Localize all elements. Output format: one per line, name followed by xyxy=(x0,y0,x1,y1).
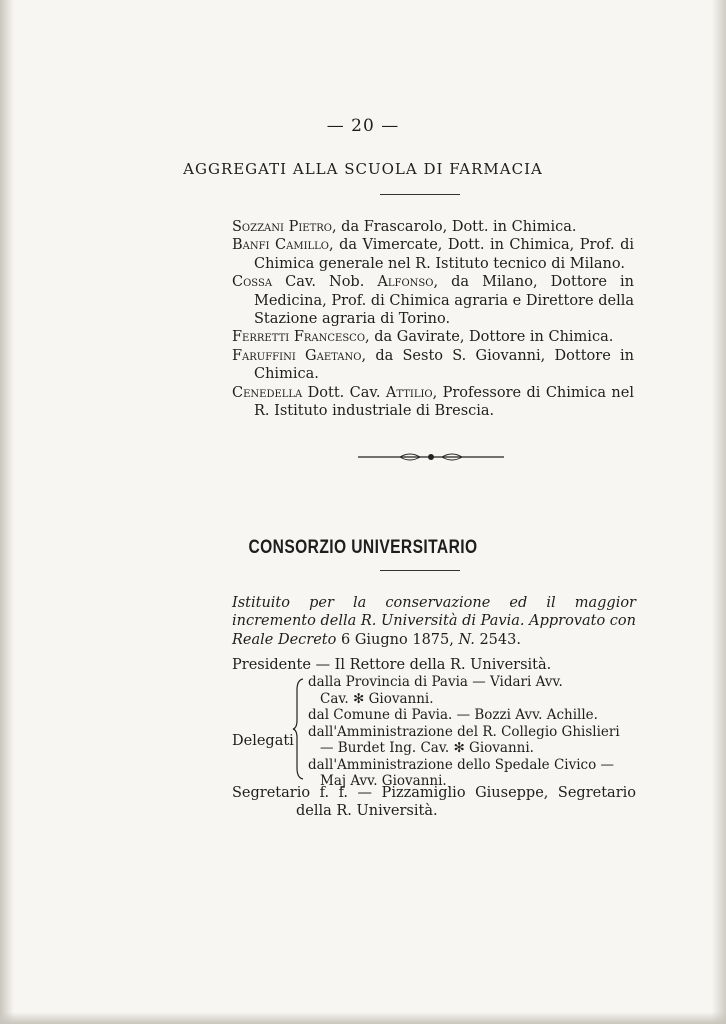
consorzio-description: Istituito per la conservazione ed il maggior incremento della R. Università di Pavia. Approvato con Reale Decreto 6 Giugno 1875, N. 2543. xyxy=(232,595,636,648)
delegati-list xyxy=(308,674,638,790)
title-rule xyxy=(380,194,460,195)
presidente-line: Presidente — Il Rettore della R. Università. xyxy=(232,657,552,673)
list-item: Faruffini Gaetano, da Sesto S. Giovanni, Dottore in Chimica. xyxy=(232,347,635,383)
list-item: dall'Amministrazione dello Spedale Civico — xyxy=(308,756,615,773)
list-item: Banfi Camillo, da Vimercate, Dott. in Chimica, Prof. di Chimica generale nel R. Istituto tecnico di Milano. xyxy=(232,237,635,272)
list-item: Maj Avv. Giovanni. xyxy=(320,773,447,789)
list-item: dall'Amministrazione del R. Collegio Ghislieri xyxy=(308,723,620,740)
list-item: Cenedella Dott. Cav. Attilio, Professore di Chimica nel R. Istituto industriale di Brescia. xyxy=(232,384,634,420)
title-rule xyxy=(380,570,460,571)
page-edge-left xyxy=(0,0,14,1024)
page-edge-right xyxy=(712,0,726,1024)
delegati-label: Delegati xyxy=(232,733,294,749)
list-item: Cav. ✻ Giovanni. xyxy=(320,690,434,707)
section-title-consorzio: CONSORZIO UNIVERSITARIO xyxy=(248,537,478,558)
ornament-divider xyxy=(358,450,504,464)
list-item: dalla Provincia di Pavia — Vidari Avv. xyxy=(308,674,563,690)
farmacia-list xyxy=(232,218,634,420)
curly-brace xyxy=(292,678,304,780)
consorzio-administration xyxy=(232,656,636,820)
section-title-farmacia: AGGREGATI ALLA SCUOLA DI FARMACIA xyxy=(183,160,543,178)
list-item: Ferretti Francesco, da Gavirate, Dottore in Chimica. xyxy=(232,329,614,346)
segretario-line: Segretario f. f. — Pizzamiglio Giuseppe, Segretario della R. Università. xyxy=(232,785,636,819)
page-edge-bottom xyxy=(0,1012,726,1024)
list-item: Cossa Cav. Nob. Alfonso, da Milano, Dottore in Medicina, Prof. di Chimica agraria e Direttore della Stazione agraria di Torino. xyxy=(232,274,634,328)
list-item: dal Comune di Pavia. — Bozzi Avv. Achille. xyxy=(308,707,598,723)
page-number: — 20 — xyxy=(326,116,400,136)
delegati-group xyxy=(232,674,636,789)
list-item: Sozzani Pietro, da Frascarolo, Dott. in Chimica. xyxy=(232,219,577,235)
list-item: — Burdet Ing. Cav. ✻ Giovanni. xyxy=(320,740,534,756)
